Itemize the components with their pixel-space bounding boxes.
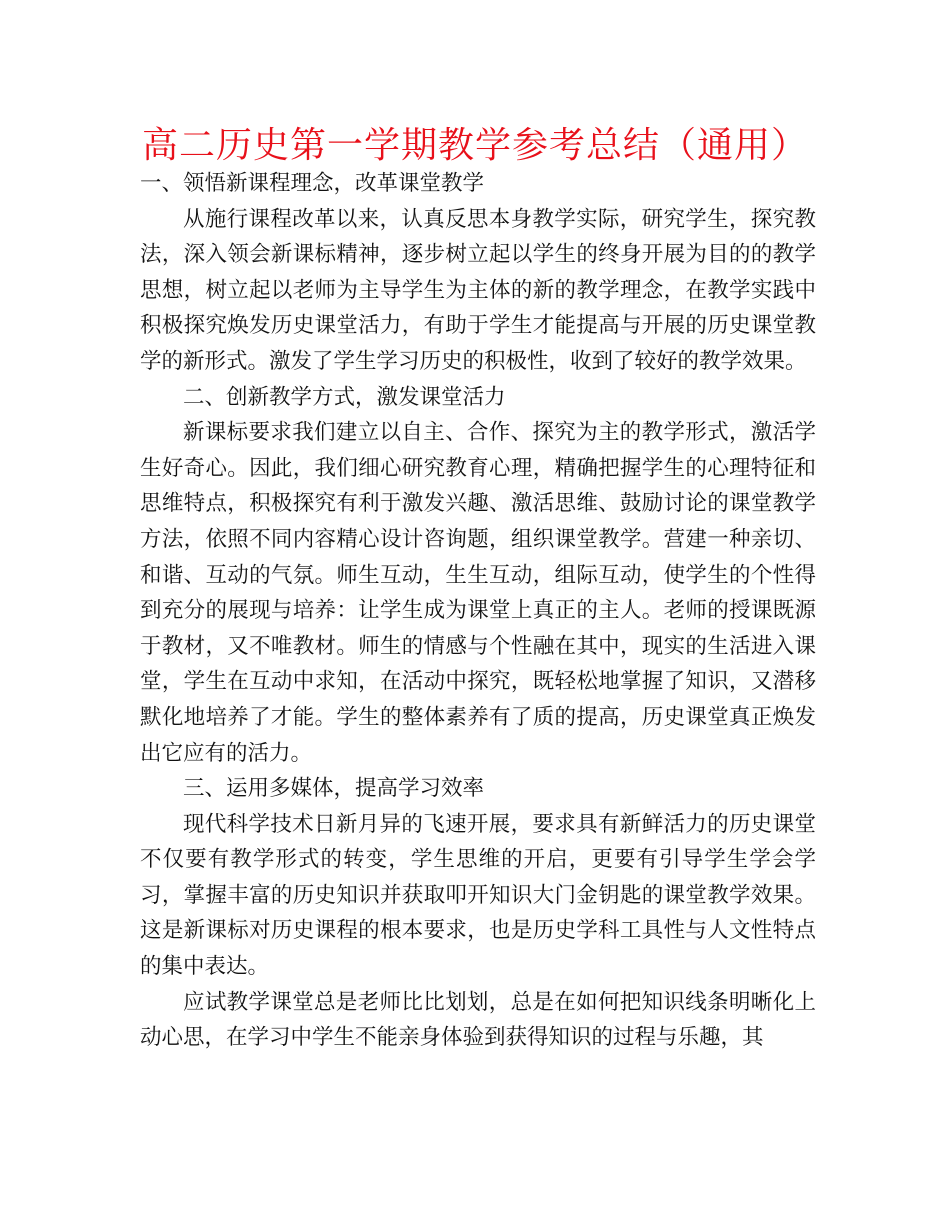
section-heading-1: 一、领悟新课程理念，改革课堂教学 [140,171,485,196]
paragraph-4: 应试教学课堂总是老师比比划划，总是在如何把知识线条明晰化上动心思，在学习中学生不能亲身体验到获得知识的过程与乐趣，其 [140,989,816,1051]
section-heading-3: 三、运用多媒体，提高学习效率 [183,776,485,802]
document-body [140,166,816,1056]
section-heading-2: 二、创新教学方式，激发课堂活力 [183,384,506,410]
paragraph-1: 从施行课程改革以来，认真反思本身教学实际，研究学生，探究教法，深入领会新课标精神，逐步树立起以学生的终身开展为目的的教学思想，树立起以老师为主导学生为主体的新的教学理念，在教学实践中积极探究焕发历史课堂活力，有助于学生才能提高与开展的历史课堂教学的新形式。激发了学生学习历史的积极性，收到了较好的教学效果。 [140,206,816,374]
paragraph-3: 现代科学技术日新月异的飞速开展，要求具有新鲜活力的历史课堂不仅要有教学形式的转变，学生思维的开启，更要有引导学生学会学习，掌握丰富的历史知识并获取叩开知识大门金钥匙的课堂教学效果。这是新课标对历史课程的根本要求，也是历史学科工具性与人文性特点的集中表达。 [140,811,816,980]
paragraph-2: 新课标要求我们建立以自主、合作、探究为主的教学形式，激活学生好奇心。因此，我们细心研究教育心理，精确把握学生的心理特征和思维特点，积极探究有利于激发兴趣、激活思维、鼓励讨论的课堂教学方法，依照不同内容精心设计咨询题，组织课堂教学。营建一种亲切、和谐、互动的气氛。师生互动，生生互动，组际互动，使学生的个性得到充分的展现与培养：让学生成为课堂上真正的主人。老师的授课既源于教材，又不唯教材。师生的情感与个性融在其中，现实的生活进入课堂，学生在互动中求知，在活动中探究，既轻松地掌握了知识，又潜移默化地培养了才能。学生的整体素养有了质的提高，历史课堂真正焕发出它应有的活力。 [140,420,816,766]
document-title: 高二历史第一学期教学参考总结（通用） [141,125,808,166]
